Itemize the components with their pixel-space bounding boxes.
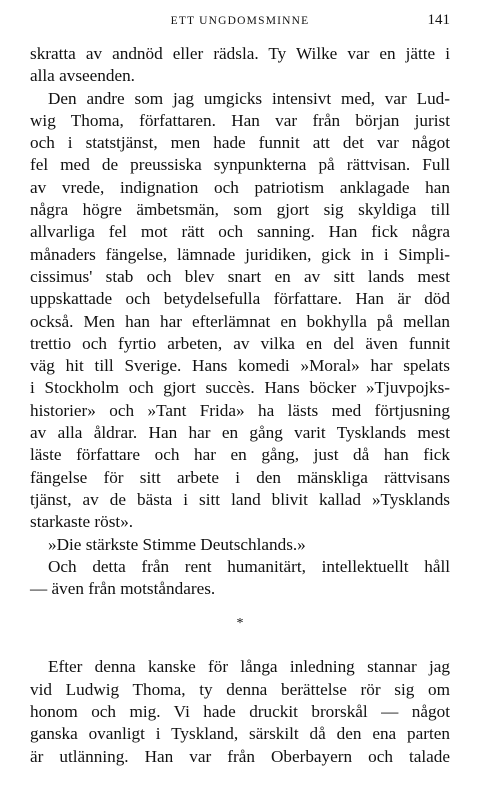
text-line: vid Ludwig Thoma, ty denna berättelse rör sig om [30, 679, 450, 699]
text-line: fel med de preussiska synpunkterna på rättvisan. Full [30, 155, 450, 175]
text-line: är utlänning. Han var från Oberbayern och talade [30, 746, 450, 766]
text-line: månaders fängelse, lämnade juridiken, gick in i Simpli- [30, 244, 450, 264]
text-line: alla avseenden. [30, 66, 135, 86]
text-line: tjänst, av de bästa i sitt land blivit kallad »Tysklands [30, 489, 450, 509]
text-line: Och detta från rent humanitärt, intellektuellt håll [48, 556, 450, 576]
text-line: läste författare och har en gång, just då han fick [30, 445, 450, 465]
text-line: — även från motståndares. [30, 579, 216, 599]
text-line: allvarliga fel mot rätt och sanning. Han fick några [30, 222, 450, 242]
section-break-mark: * [236, 616, 244, 632]
text-line: cissimus' stab och blev snart en av sitt lands mest [30, 266, 450, 286]
text-line: fängelse för sitt arbete i den mänskliga rättvisans [30, 467, 450, 487]
text-line: historier» och »Tant Frida» ha lästs med förtjusning [30, 400, 450, 420]
text-line: Efter denna kanske för långa inledning stannar jag [48, 657, 450, 677]
text-line: väg hit till Sverige. Hans komedi »Moral» har spelats [30, 356, 450, 376]
text-line: uppskattade och betydelsefulla författare. Han är död [30, 289, 450, 309]
text-line: i Stockholm och gjort succès. Hans böcker »Tjuvpojks- [30, 378, 450, 398]
text-line: Den andre som jag umgicks intensivt med, var Lud- [48, 88, 450, 108]
text-line: trettio och fyrtio arbeten, av vilka en del även funnit [30, 333, 450, 353]
text-line: och i statstjänst, men hade funnit att det var något [30, 133, 450, 153]
text-line: starkaste röst». [30, 512, 134, 532]
running-title: ETT UNGDOMSMINNE [170, 15, 310, 27]
body-text [30, 43, 450, 768]
text-line: skratta av andnöd eller rädsla. Ty Wilke var en jätte i [30, 44, 450, 63]
text-line: ganska ovanligt i Tyskland, särskilt då den ena parten [30, 724, 450, 744]
page-number: 141 [427, 12, 450, 28]
text-line: wig Thoma, författaren. Han var från början jurist [30, 110, 450, 130]
text-line: »Die stärkste Stimme Deutschlands.» [48, 534, 306, 554]
book-page [30, 0, 450, 810]
text-line: av alla åldrar. Han har en gång varit Tysklands mest [30, 423, 450, 443]
text-line: av vrede, indignation och patriotism anklagade han [30, 177, 450, 197]
text-line: också. Men han har efterlämnat en bokhylla på mellan [30, 311, 450, 331]
text-line: några högre ämbetsmän, som gjort sig skyldiga till [30, 200, 450, 220]
running-head [30, 12, 450, 34]
text-line: honom och mig. Vi hade druckit brorskål — något [30, 702, 450, 722]
section-spacer [30, 644, 450, 656]
